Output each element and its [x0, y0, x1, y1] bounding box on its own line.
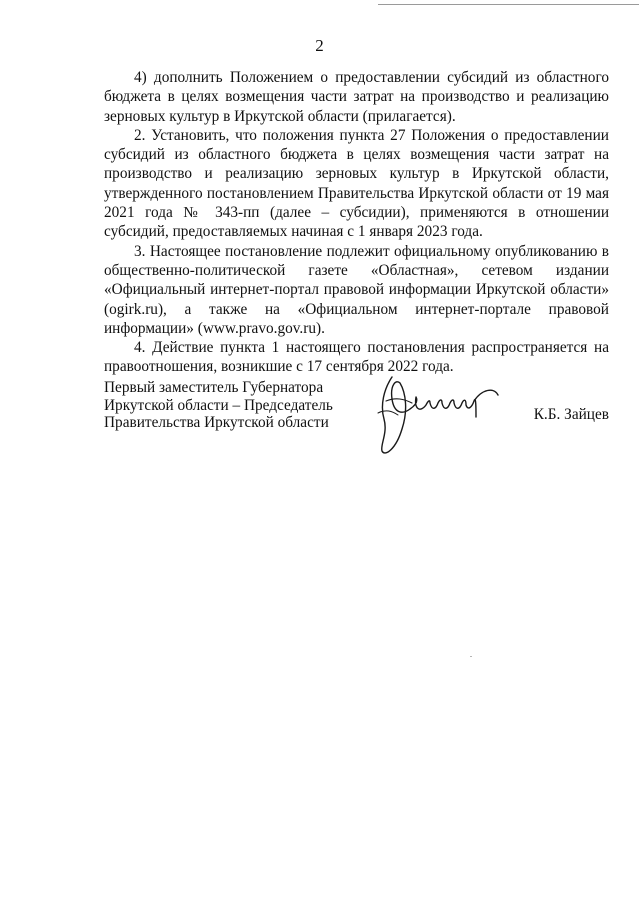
signatory-position	[104, 379, 354, 432]
signature-block	[104, 379, 609, 469]
paragraph-2-establish: 2. Установить, что положения пункта 27 Положения о предоставлении субсидий из областного бюджета в целях возмещения части затрат на производство и реализацию зерновых культур в Иркутской области, утвержденного постановлением Правительства Иркутской области от 19 мая 2021 года № 343-пп (далее – субсидии), применяются в отношении субсидий, предоставляемых начиная с 1 января 2023 года.	[104, 126, 609, 241]
page-number: 2	[315, 36, 324, 55]
scan-speck	[470, 656, 472, 657]
document-body	[104, 68, 609, 377]
signatory-position-line: Правительства Иркутской области	[104, 414, 329, 431]
paragraph-item-4-addition: 4) дополнить Положением о предоставлении субсидий из областного бюджета в целях возмещения части затрат на производство и реализацию зерновых культур в Иркутской области (прилагается).	[104, 69, 609, 125]
signatory-name: К.Б. Зайцев	[533, 406, 609, 423]
scan-top-edge-line	[378, 4, 639, 5]
handwritten-signature	[372, 369, 507, 459]
paragraph-4-effective-date: 4. Действие пункта 1 настоящего постановления распространяется на правоотношения, возникшие с 17 сентября 2022 года.	[104, 339, 609, 376]
signatory-position-line: Иркутской области – Председатель	[104, 396, 333, 414]
signatory-position-line: Первый заместитель Губернатора	[104, 379, 324, 396]
paragraph-3-publication: 3. Настоящее постановление подлежит официальному опубликованию в общественно-политической газете «Областная», сетевом издании «Официальный интернет-портал правовой информации Иркутской области» (ogirk.ru), а также на «Официальном интернет-портале правовой информации» (www.pravo.gov.ru).	[104, 242, 609, 337]
